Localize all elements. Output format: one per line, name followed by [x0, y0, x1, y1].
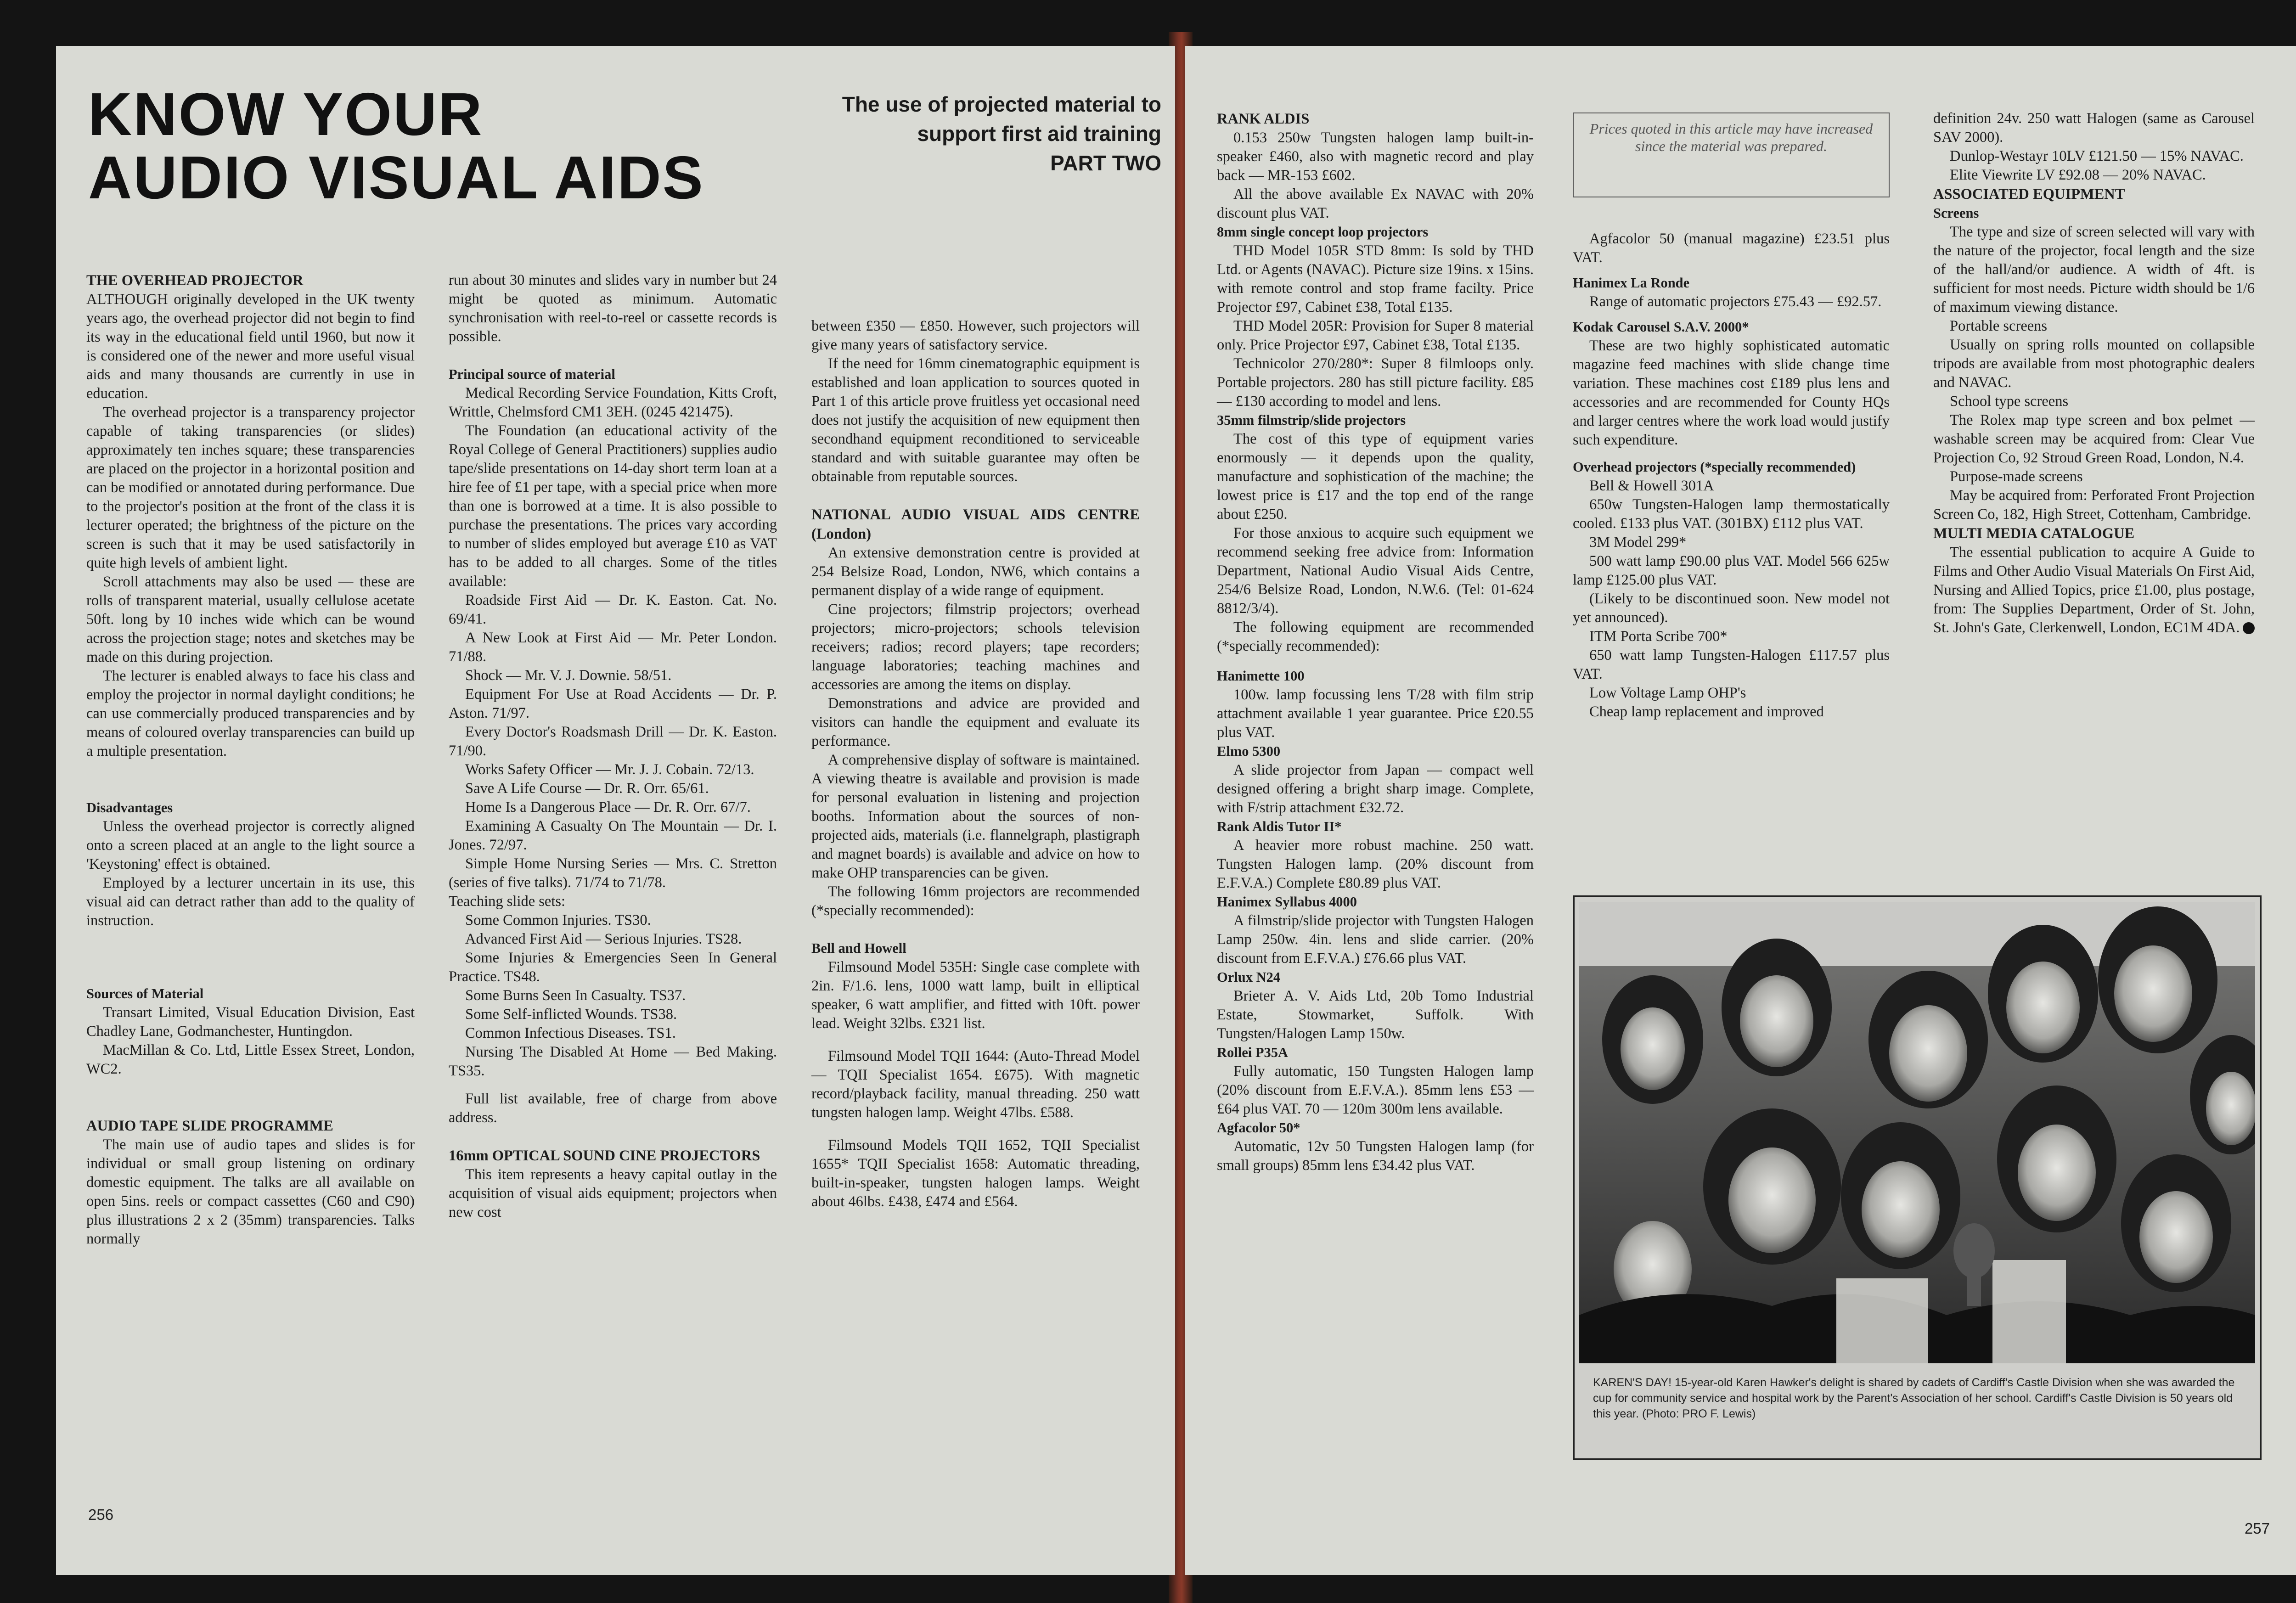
section-heading: Screens	[1933, 205, 1979, 221]
paragraph: Demonstrations and advice are provided and visitors can handle the equipment and evaluate its performance.	[811, 695, 1140, 749]
section-heading: Elmo 5300	[1217, 743, 1281, 759]
list-item: Bell & Howell 301A	[1589, 478, 1714, 494]
paragraph: Filmsound Model 535H: Single case complete with 2in. F/1.6. lens, 1000 watt lamp, built in elliptical speaker, 6 watt amplifier, and fitted with 10ft. power lead. Weight 32lbs. £321 list.	[811, 959, 1140, 1032]
subheadline-line-1: The use of projected material to	[842, 92, 1161, 116]
section-heading: 16mm OPTICAL SOUND CINE PROJECTORS	[449, 1147, 760, 1164]
paragraph: A filmstrip/slide projector with Tungsten Halogen Lamp 250w. 4in. lens and slide carrier. (20% discount from E.F.V.A.) £76.66 plus VAT.	[1217, 912, 1534, 967]
section-heading: Bell and Howell	[811, 940, 906, 956]
paragraph-text: The essential publication to acquire A Guide to Films and Other Audio Visual Materials On First Aid, Nursing and Allied Topics, price £1.00, plus postage, from: The Supplies Department, Order of St. John, St. John's Gate, Clerkenwell, London, EC1M 4DA.	[1933, 544, 2255, 636]
page-number: 256	[88, 1506, 114, 1523]
subheadline	[702, 90, 1161, 178]
part-label: PART TWO	[1050, 151, 1161, 175]
list-item: ITM Porta Scribe 700*	[1589, 628, 1728, 645]
paragraph: run about 30 minutes and slides vary in number but 24 might be quoted as minimum. Automatic synchronisation with reel-to-reel or cassette records is possible.	[449, 272, 777, 345]
section-heading: NATIONAL AUDIO VISUAL AIDS CENTRE (London)	[811, 506, 1140, 542]
paragraph: Transart Limited, Visual Education Division, East Chadley Lane, Godmanchester, Huntingdon.	[86, 1004, 415, 1040]
page-number: 257	[2244, 1520, 2270, 1537]
paragraph: Medical Recording Service Foundation, Kitts Croft, Writtle, Chelmsford CM1 3EH. (0245 421475).	[449, 385, 777, 420]
paragraph: Range of automatic projectors £75.43 — £92.57.	[1589, 293, 1882, 310]
paragraph: Agfacolor 50 (manual magazine) £23.51 plus VAT.	[1573, 231, 1890, 266]
section-heading: Kodak Carousel S.A.V. 2000*	[1573, 319, 1749, 335]
headline-line-1: KNOW YOUR	[88, 80, 484, 148]
left-page	[56, 46, 1175, 1575]
paragraph: definition 24v. 250 watt Halogen (same as Carousel SAV 2000).	[1933, 110, 2255, 146]
section-heading: Sources of Material	[86, 986, 204, 1001]
list-item: Low Voltage Lamp OHP's	[1589, 685, 1746, 701]
section-heading: Overhead projectors (*specially recommended)	[1573, 459, 1856, 475]
paragraph: A slide projector from Japan — compact well designed offering a bright sharp image. Complete, with F/strip attachment £32.72.	[1217, 762, 1534, 816]
set-item: Some Common Injuries. TS30.	[465, 912, 651, 928]
paragraph: Filmsound Models TQII 1652, TQII Specialist 1655* TQII Specialist 1658: Automatic threading, built-in-speaker, tungsten halogen lamps. Weight about 46lbs. £438, £474 and £564.	[811, 1137, 1140, 1210]
paragraph: MacMillan & Co. Ltd, Little Essex Street, London, WC2.	[86, 1042, 415, 1077]
section-heading: 8mm single concept loop projectors	[1217, 224, 1429, 240]
paragraph: The type and size of screen selected will vary with the nature of the projector, focal length and the size of the hall/and/or audience. A width of 4ft. is sufficient for most needs. Picture width should be 1/6 of maximum viewing distance.	[1933, 224, 2255, 315]
section-heading: THE OVERHEAD PROJECTOR	[86, 272, 304, 289]
paragraph: May be acquired from: Perforated Front Projection Screen Co, 182, High Street, Cottenham, Cambridge.	[1933, 487, 2255, 523]
list-item: 650 watt lamp Tungsten-Halogen £117.57 plus VAT.	[1573, 647, 1890, 682]
paragraph: Cine projectors; filmstrip projectors; overhead projectors; micro-projectors; schools television receivers; radios; record players; tape recorders; language laboratories; teaching machines and accessories are among the items on display.	[811, 601, 1140, 693]
paragraph: The following equipment are recommended (*specially recommended):	[1217, 619, 1534, 654]
paragraph: Brieter A. V. Aids Ltd, 20b Tomo Industrial Estate, Stowmarket, Suffolk. With Tungsten/Halogen Lamp 150w.	[1217, 988, 1534, 1042]
paragraph: This item represents a heavy capital outlay in the acquisition of visual aids equipment; projectors when new cost	[449, 1166, 777, 1221]
column-6	[1933, 109, 2255, 637]
section-heading: Principal source of material	[449, 366, 615, 382]
section-heading: Hanimex Syllabus 4000	[1217, 894, 1357, 910]
paragraph: Unless the overhead projector is correctly aligned onto a screen placed at an angle to the light source a 'Keystoning' effect is obtained.	[86, 818, 415, 872]
paragraph: Portable screens	[1950, 318, 2048, 334]
headline	[88, 80, 704, 211]
set-item: Nursing The Disabled At Home — Bed Making. TS35.	[449, 1044, 777, 1079]
paragraph: School type screens	[1950, 393, 2069, 410]
paragraph	[1933, 543, 2255, 637]
set-item: Some Burns Seen In Casualty. TS37.	[465, 987, 686, 1004]
title-item: Every Doctor's Roadsmash Drill — Dr. K. Easton. 71/90.	[449, 724, 777, 759]
section-heading: AUDIO TAPE SLIDE PROGRAMME	[86, 1118, 333, 1134]
paragraph: 100w. lamp focussing lens T/28 with film strip attachment available 1 year guarantee. Price £20.55 plus VAT.	[1217, 686, 1534, 741]
column-2	[449, 271, 777, 1222]
paragraph: 0.153 250w Tungsten halogen lamp built-in-speaker £460, also with magnetic record and play back — MR-153 £602.	[1217, 129, 1534, 184]
paragraph: The lecturer is enabled always to face his class and employ the projector in normal daylight conditions; he can use commercially produced transparencies and by means of coloured overlay transparencies can build up a multiple presentation.	[86, 668, 415, 759]
section-heading: 35mm filmstrip/slide projectors	[1217, 412, 1406, 428]
title-item: Home Is a Dangerous Place — Dr. R. Orr. 67/7.	[465, 799, 751, 816]
paragraph: ALTHOUGH originally developed in the UK twenty years ago, the overhead projector did not begin to find its way in the educational field until 1960, but now it is considered one of the newer and more useful visual aids and many thousands are currently in use in education.	[86, 291, 415, 402]
section-heading: MULTI MEDIA CATALOGUE	[1933, 525, 2135, 542]
section-heading: ASSOCIATED EQUIPMENT	[1933, 186, 2125, 202]
paragraph: Technicolor 270/280*: Super 8 filmloops only. Portable projectors. 280 has still picture facility. £85 — £130 according to model and lens.	[1217, 355, 1534, 410]
list-item: (Likely to be discontinued soon. New model not yet announced).	[1573, 591, 1890, 626]
paragraph: If the need for 16mm cinematographic equipment is established and loan application to sources quoted in Part 1 of this article prove fruitless yet occasional need does not justify the acquisition of new equipment then secondhand equipment reconditioned to serviceable standard and with suitable guarantee may often be obtainable from reputable sources.	[811, 355, 1140, 485]
headline-line-2: AUDIO VISUAL AIDS	[88, 144, 704, 211]
paragraph: THD Model 105R STD 8mm: Is sold by THD Ltd. or Agents (NAVAC). Picture size 19ins. x 15ins. with remote control and stop frame facilty. Price Projector £97, Cabinet £38, Total £135.	[1217, 242, 1534, 315]
column-3	[811, 317, 1140, 1211]
section-heading: Hanimex La Ronde	[1573, 275, 1690, 291]
list-item: Cheap lamp replacement and improved	[1589, 703, 1824, 720]
column-4	[1217, 109, 1534, 1175]
section-heading: Agfacolor 50*	[1217, 1120, 1300, 1136]
list-item: 500 watt lamp £90.00 plus VAT. Model 566 625w lamp £125.00 plus VAT.	[1573, 553, 1890, 588]
title-item: Equipment For Use at Road Accidents — Dr. P. Aston. 71/97.	[449, 686, 777, 721]
title-item: Save A Life Course — Dr. R. Orr. 65/61.	[465, 780, 709, 797]
list-item: 650w Tungsten-Halogen lamp thermostatically cooled. £133 plus VAT. (301BX) £112 plus VAT.	[1573, 496, 1890, 532]
right-page	[1185, 46, 2296, 1575]
title-item: Roadside First Aid — Dr. K. Easton. Cat. No. 69/41.	[449, 592, 777, 627]
photo-caption: KAREN'S DAY! 15-year-old Karen Hawker's delight is shared by cadets of Cardiff's Castle Division when she was awarded the cup for community service and hospital work by the Parent's Association of her school. Cardiff's Castle Division is 50 years old this year. (Photo: PRO F. Lewis)	[1593, 1376, 2235, 1420]
paragraph: The following 16mm projectors are recommended (*specially recommended):	[811, 883, 1140, 919]
photo-karens-day	[1579, 902, 2255, 1363]
paragraph: between £350 — £850. However, such projectors will give many years of satisfactory service.	[811, 318, 1140, 353]
title-item: Shock — Mr. V. J. Downie. 58/51.	[465, 667, 672, 684]
paragraph: An extensive demonstration centre is provided at 254 Belsize Road, London, NW6, which contains a permanent display of a wide range of equipment.	[811, 545, 1140, 599]
paragraph: For those anxious to acquire such equipment we recommend seeking free advice from: Information Department, National Audio Visual Aids Centre, 254/6 Belsize Road, London, N.W.6. (Tel: 01-624 8812/3/4).	[1217, 525, 1534, 617]
photo-image	[1579, 902, 2255, 1363]
column-5	[1573, 230, 1890, 721]
paragraph: THD Model 205R: Provision for Super 8 material only. Price Projector £97, Cabinet £38, Total £135.	[1217, 318, 1534, 353]
title-item: Works Safety Officer — Mr. J. J. Cobain. 72/13.	[465, 761, 754, 778]
paragraph: All the above available Ex NAVAC with 20% discount plus VAT.	[1217, 186, 1534, 221]
teaching-label: Teaching slide sets:	[449, 893, 566, 910]
paragraph: Purpose-made screens	[1950, 468, 2083, 485]
paragraph: Employed by a lecturer uncertain in its use, this visual aid can detract rather than add to the quality of instruction.	[86, 875, 415, 929]
paragraph: Scroll attachments may also be used — these are rolls of transparent material, usually cellulose acetate 50ft. long by 10 inches wide which can be wound across the projection stage; notes and sketches may be made on this during projection.	[86, 574, 415, 665]
title-item: A New Look at First Aid — Mr. Peter London. 71/88.	[449, 630, 777, 665]
paragraph: A comprehensive display of software is maintained. A viewing theatre is available and provision is made for personal evaluation in listening and projection booths. Information about the sources of non-projected aids, materials (i.e. flannelgraph, plastigraph and magnet boards) is available and advice on how to make OHP transparencies can be given.	[811, 752, 1140, 881]
column-1	[86, 271, 415, 1249]
paragraph: Automatic, 12v 50 Tungsten Halogen lamp (for small groups) 85mm lens £34.42 plus VAT.	[1217, 1138, 1534, 1174]
subheadline-line-2: support first aid training	[917, 122, 1161, 146]
paragraph: Full list available, free of charge from above address.	[449, 1091, 777, 1126]
paragraph: A heavier more robust machine. 250 watt. Tungsten Halogen lamp. (20% discount from E.F.V.A.) Complete £80.89 plus VAT.	[1217, 837, 1534, 891]
paragraph: Usually on spring rolls mounted on collapsible tripods are available from most photographic dealers and NAVAC.	[1933, 337, 2255, 391]
set-item: Advanced First Aid — Serious Injuries. TS28.	[465, 931, 742, 947]
paragraph: The main use of audio tapes and slides is for individual or small group listening on ordinary domestic equipment. The talks are all available on open 5ins. reels or compact cassettes (C60 and C90) plus illustrations 2 x 2 (35mm) transparencies. Talks normally	[86, 1136, 415, 1247]
paragraph: Filmsound Model TQII 1644: (Auto-Thread Model — TQII Specialist 1654. £675). With magnetic record/playback facility, manual threading. 250 watt tungsten halogen lamp. Weight 47lbs. £588.	[811, 1048, 1140, 1121]
set-item: Some Injuries & Emergencies Seen In General Practice. TS48.	[449, 950, 777, 985]
section-heading: Orlux N24	[1217, 969, 1281, 985]
set-item: Some Self-inflicted Wounds. TS38.	[465, 1006, 677, 1023]
paragraph: Fully automatic, 150 Tungsten Halogen lamp (20% discount from E.F.V.A.). 85mm lens £53 — £64 plus VAT. 70 — 120m 300m lens available.	[1217, 1063, 1534, 1117]
section-heading: Disadvantages	[86, 800, 173, 816]
end-mark-icon	[2243, 622, 2255, 634]
price-note-box: Prices quoted in this article may have increased since the material was prepared.	[1573, 112, 1890, 197]
paragraph: The Rolex map type screen and box pelmet — washable screen may be acquired from: Clear Vue Projection Co, 92 Stroud Green Road, London, N.4.	[1933, 412, 2255, 466]
section-heading: Rank Aldis Tutor II*	[1217, 819, 1342, 834]
photo-frame	[1573, 895, 2262, 1460]
set-item: Common Infectious Diseases. TS1.	[465, 1025, 676, 1041]
section-heading: Hanimette 100	[1217, 668, 1305, 684]
title-item: Examining A Casualty On The Mountain — Dr. I. Jones. 72/97.	[449, 818, 777, 853]
paragraph: The overhead projector is a transparency projector capable of taking transparencies (or slides) approximately ten inches square; these transparencies are placed on the projector in a horizontal position and can be modified or annotated during performance. Due to the projector's position at the front of the class it is lecturer operated; the brightness of the picture on the screen is such that it may be used satisfactorily in quite high levels of ambient light.	[86, 404, 415, 571]
paragraph: Elite Viewrite LV £92.08 — 20% NAVAC.	[1950, 167, 2206, 183]
section-heading: Rollei P35A	[1217, 1045, 1289, 1060]
paragraph: These are two highly sophisticated automatic magazine feed machines with slide change time variation. These machines cost £189 plus lens and accessories and are recommended for County HQs and larger centres where the work load would justify such expenditure.	[1573, 337, 1890, 448]
paragraph: The cost of this type of equipment varies enormously — it depends upon the quality, manufacture and sophistication of the machine; the lowest price is £17 and the top end of the range about £250.	[1217, 431, 1534, 523]
title-item: Simple Home Nursing Series — Mrs. C. Stretton (series of five talks). 71/74 to 71/78.	[449, 855, 777, 891]
section-heading: RANK ALDIS	[1217, 111, 1310, 127]
paragraph: Dunlop-Westayr 10LV £121.50 — 15% NAVAC.	[1950, 148, 2244, 164]
paragraph: The Foundation (an educational activity of the Royal College of General Practitioners) supplies audio tape/slide presentations on 14-day short term loan at a hire fee of £1 per tape, with a special price when more than one is borrowed at a time. It is also possible to purchase the presentations. The prices vary according to number of slides employed but average £10 as VAT has to be added to all charges. Some of the titles available:	[449, 422, 777, 590]
list-item: 3M Model 299*	[1589, 534, 1687, 551]
